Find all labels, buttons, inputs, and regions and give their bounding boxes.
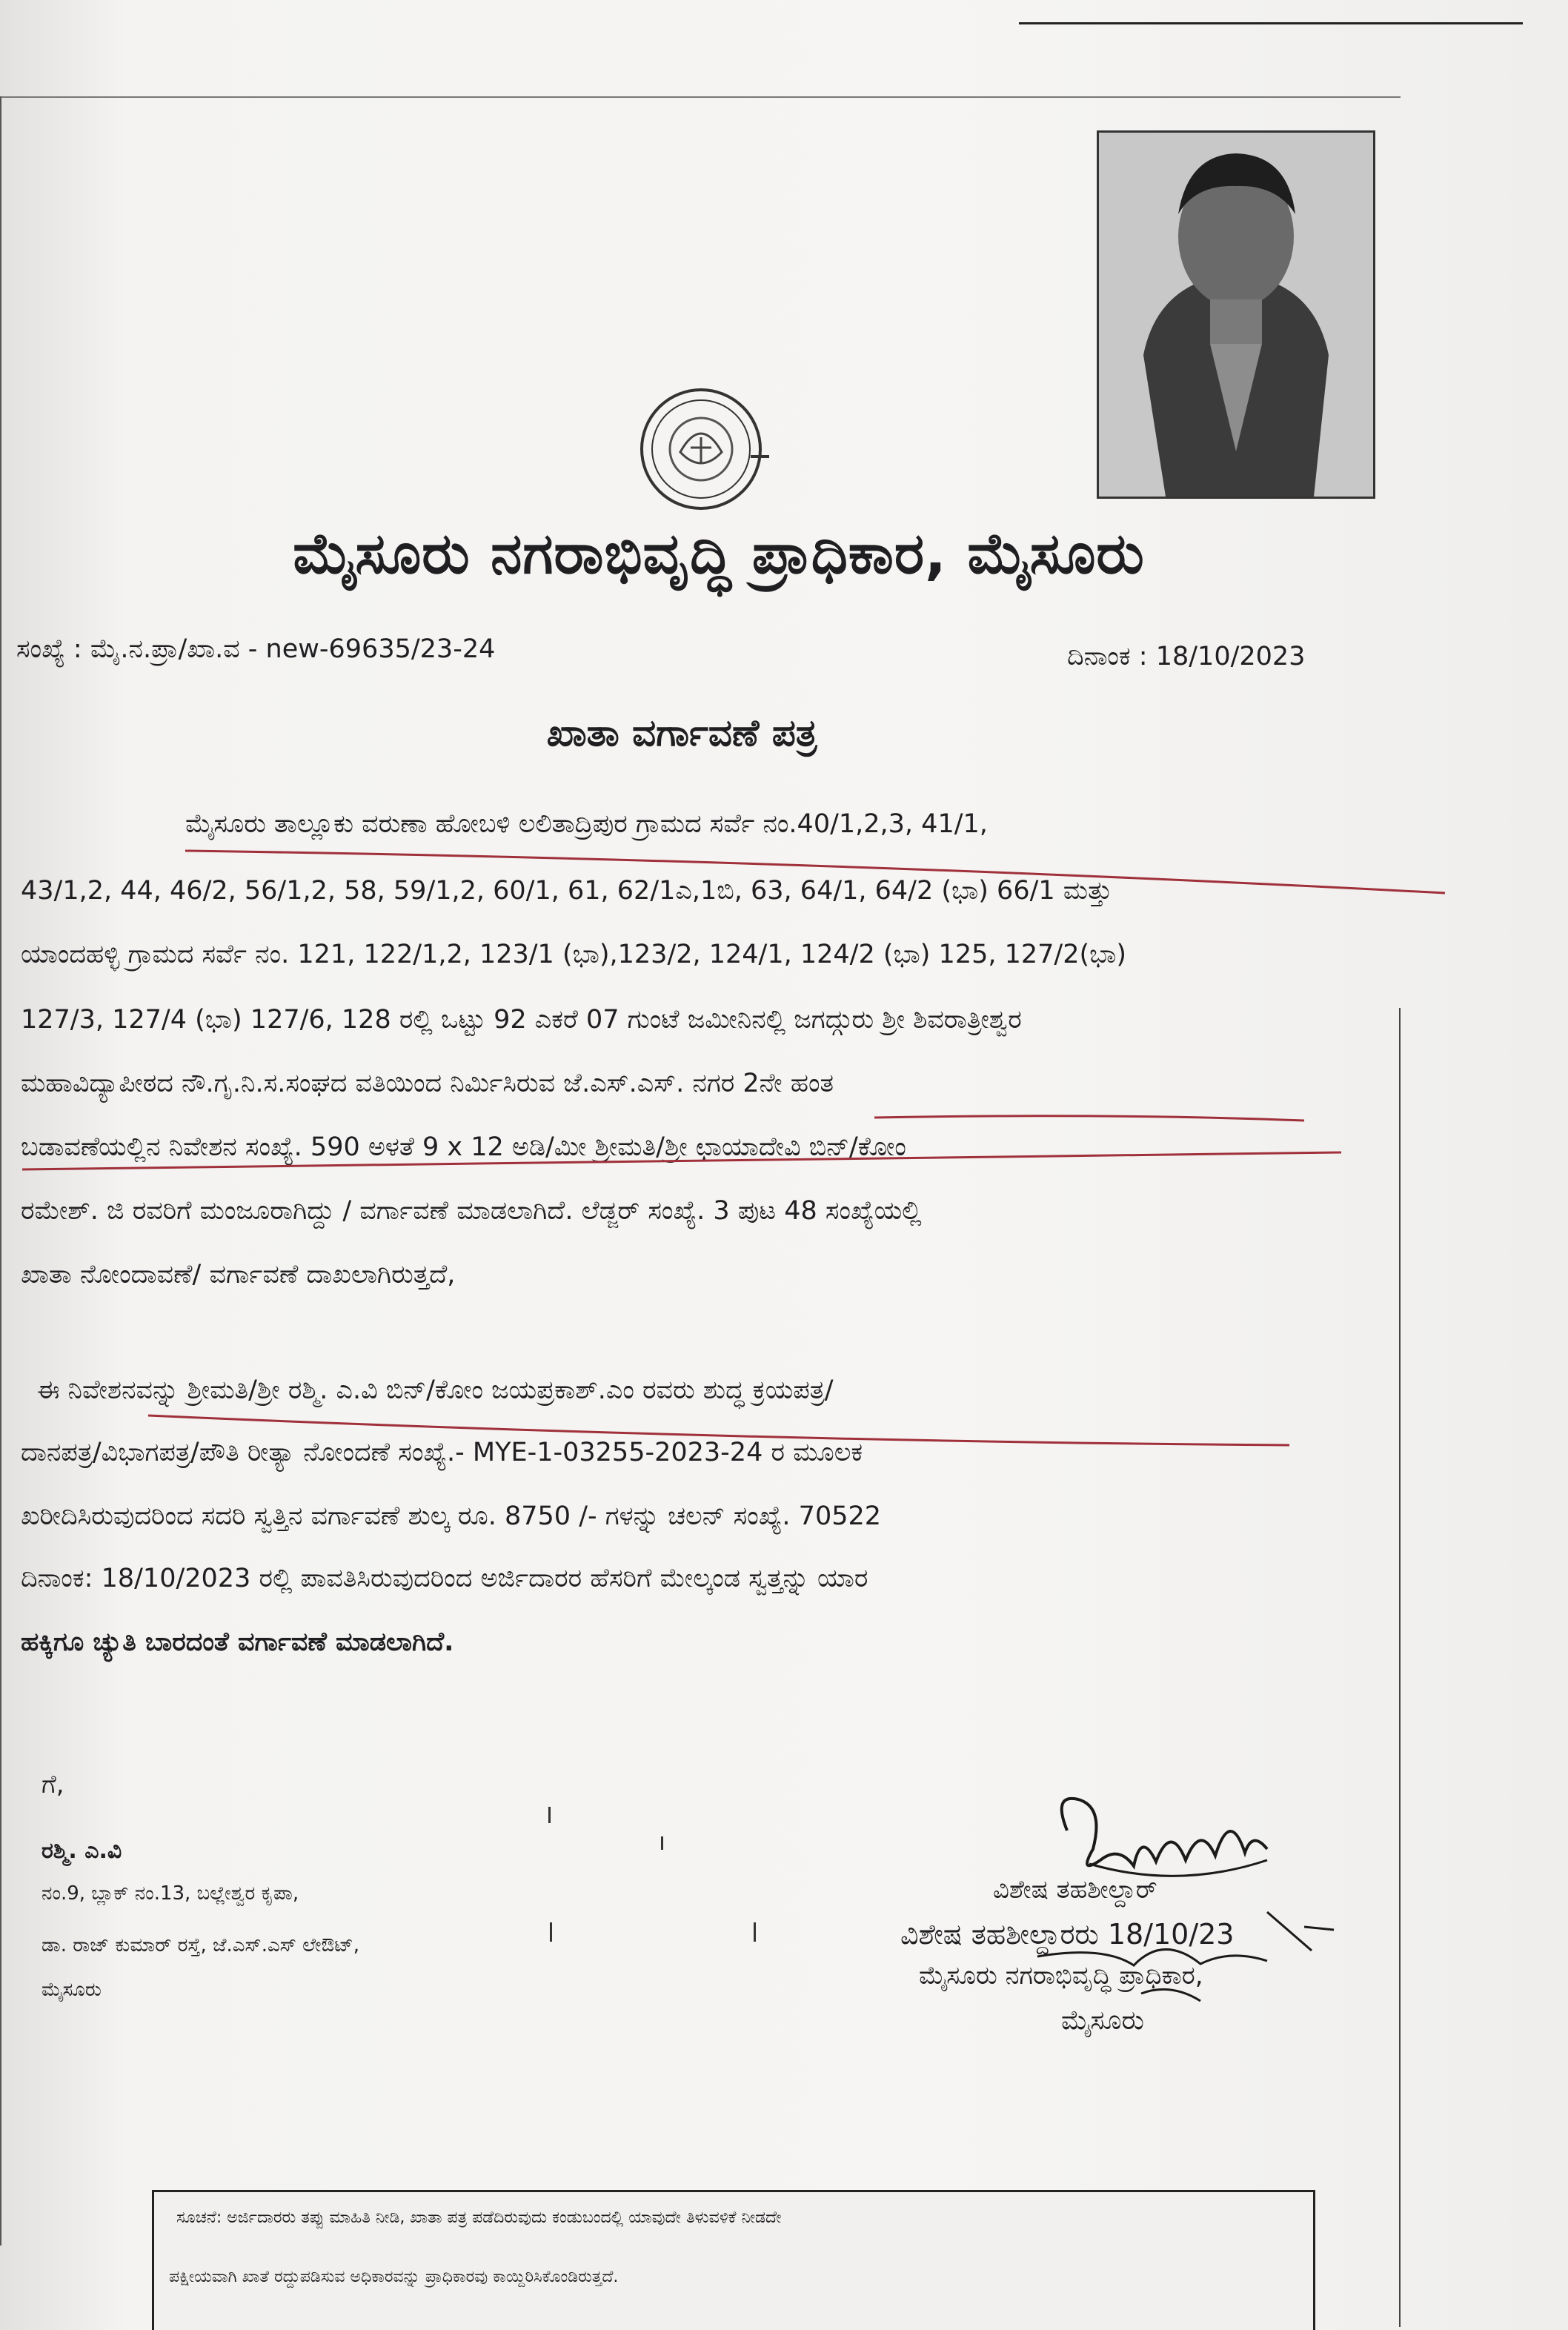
reference-number: ಸಂಖ್ಯೆ : ಮೈ.ನ.ಪ್ರಾ/ಖಾ.ವ - new-69635/23-24 [16, 634, 496, 664]
paragraph2-line: ದಿನಾಂಕ: 18/10/2023 ರಲ್ಲಿ ಪಾವತಿಸಿರುವುದರಿಂದ ಅರ್ಜಿದಾರರ ಹೆಸರಿಗೆ ಮೇಲ್ಕಂಡ ಸ್ವತ್ತನ್ನು ಯಾರ [21, 1564, 868, 1593]
paragraph1-line: ಯಾಂದಹಳ್ಳಿ ಗ್ರಾಮದ ಸರ್ವೆ ನಂ. 121, 122/1,2, 123/1 (ಭಾ),123/2, 124/1, 124/2 (ಭಾ) 125, 127/2(ಭಾ) [21, 940, 1127, 969]
footer-note-line: ಪಕ್ಷೀಯವಾಗಿ ಖಾತೆ ರದ್ದುಪಡಿಸುವ ಅಧಿಕಾರವನ್ನು ಪ್ರಾಧಿಕಾರವು ಕಾಯ್ದಿರಿಸಿಕೊಂಡಿರುತ್ತದೆ. [169, 2268, 619, 2286]
paragraph1-line: ಬಡಾವಣೆಯಲ್ಲಿನ ನಿವೇಶನ ಸಂಖ್ಯೆ. 590 ಅಳತೆ 9 x 12 ಅಡಿ/ಮೀ ಶ್ರೀಮತಿ/ಶ್ರೀ ಛಾಯಾದೇವಿ ಬಿನ್/ಕೋಂ [21, 1132, 906, 1162]
document-title: ಖಾತಾ ವರ್ಗಾವಣೆ ಪತ್ರ [546, 711, 817, 754]
signatory-office: ಮೈಸೂರು ನಗರಾಭಿವೃದ್ಧಿ ಪ್ರಾಧಿಕಾರ, [919, 1961, 1203, 1991]
paragraph1-line: ಮೈಸೂರು ತಾಲ್ಲೂಕು ವರುಣಾ ಹೋಬಳಿ ಲಲಿತಾದ್ರಿಪುರ ಗ್ರಾಮದ ಸರ್ವೆ ನಂ.40/1,2,3, 41/1, [185, 809, 988, 839]
signatory-designation: ವಿಶೇಷ ತಹಶೀಲ್ದಾರ್ [993, 1875, 1157, 1905]
footer-note-box [152, 2190, 1315, 2330]
paragraph1-line: ರಮೇಶ್. ಜಿ ರವರಿಗೆ ಮಂಜೂರಾಗಿದ್ದು / ವರ್ಗಾವಣೆ ಮಾಡಲಾಗಿದೆ. ಲೆಡ್ಜರ್ ಸಂಖ್ಯೆ. 3 ಪುಟ 48 ಸಂಖ್ಯೆಯಲ್ಲಿ [21, 1196, 922, 1226]
issue-date: ದಿನಾಂಕ : 18/10/2023 [1067, 642, 1306, 671]
paragraph2-line: ಖರೀದಿಸಿರುವುದರಿಂದ ಸದರಿ ಸ್ವತ್ತಿನ ವರ್ಗಾವಣೆ ಶುಲ್ಕ ರೂ. 8750 /- ಗಳನ್ನು ಚಲನ್ ಸಂಖ್ಯೆ. 70522 [21, 1501, 882, 1531]
paragraph1-line: ಖಾತಾ ನೋಂದಾವಣೆ/ ವರ್ಗಾವಣೆ ದಾಖಲಾಗಿರುತ್ತದೆ, [21, 1260, 456, 1290]
stray-mark [550, 1922, 552, 1942]
footer-note-line: ಸೂಚನೆ: ಅರ್ಜಿದಾರರು ತಪ್ಪು ಮಾಹಿತಿ ನೀಡಿ, ಖಾತಾ ಪತ್ರ ಪಡೆದಿರುವುದು ಕಂಡುಬಂದಲ್ಲಿ ಯಾವುದೇ ತಿಳುವಳಿಕೆ ನೀಡದೇ [176, 2208, 782, 2227]
paragraph1-line: 43/1,2, 44, 46/2, 56/1,2, 58, 59/1,2, 60/1, 61, 62/1ಎ,1ಬಿ, 63, 64/1, 64/2 (ಭಾ) 66/1 ಮತ್ತು [21, 876, 1112, 906]
recipient-address-line: ಮೈಸೂರು [41, 1979, 102, 2001]
paragraph2-line: ಈ ನಿವೇಶನವನ್ನು ಶ್ರೀಮತಿ/ಶ್ರೀ ರಶ್ಮಿ. ಎ.ವಿ ಬಿನ್/ಕೋಂ ಜಯಪ್ರಕಾಶ್.ಎಂ ರವರು ಶುದ್ಧ ಕ್ರಯಪತ್ರ/ [37, 1375, 834, 1405]
recipient-name: ರಶ್ಮಿ. ಎ.ವಿ [41, 1838, 122, 1864]
handwritten-signature [919, 1779, 1393, 2045]
recipient-address-line: ಡಾ. ರಾಜ್ ಕುಮಾರ್ ರಸ್ತೆ, ಜೆ.ಎಸ್.ಎಸ್ ಲೇಔಟ್, [41, 1934, 359, 1956]
authority-title: ಮೈಸೂರು ನಗರಾಭಿವೃದ್ಧಿ ಪ್ರಾಧಿಕಾರ, ಮೈಸೂರು [293, 520, 1145, 586]
stray-mark [661, 1836, 663, 1850]
recipient-address-line: ನಂ.9, ಬ್ಲಾಕ್ ನಂ.13, ಬಲ್ಲೇಶ್ವರ ಕೃಪಾ, [41, 1882, 299, 1905]
paragraph2-line: ದಾನಪತ್ರ/ವಿಭಾಗಪತ್ರ/ಪೌತಿ ರೀತ್ಯಾ ನೋಂದಣೆ ಸಂಖ್ಯೆ.- MYE-1-03255-2023-24 ರ ಮೂಲಕ [21, 1438, 863, 1467]
recipient-prefix: ಗೆ, [41, 1770, 64, 1799]
paragraph1-line: ಮಹಾವಿದ್ಯಾಪೀಠದ ನೌ.ಗೃ.ನಿ.ಸ.ಸಂಘದ ವತಿಯಿಂದ ನಿರ್ಮಿಸಿರುವ ಜೆ.ಎಸ್.ಎಸ್. ನಗರ 2ನೇ ಹಂತ [21, 1069, 834, 1098]
signatory-stamp: ವಿಶೇಷ ತಹಶೀಲ್ದಾರರು 18/10/23 [900, 1918, 1235, 1951]
paragraph2-line: ಹಕ್ಕಿಗೂ ಚ್ಯುತಿ ಬಾರದಂತೆ ವರ್ಗಾವಣೆ ಮಾಡಲಾಗಿದೆ. [21, 1627, 454, 1657]
paragraph1-line: 127/3, 127/4 (ಭಾ) 127/6, 128 ರಲ್ಲಿ ಒಟ್ಟು 92 ಎಕರೆ 07 ಗುಂಟೆ ಜಮೀನಿನಲ್ಲಿ ಜಗದ್ಗುರು ಶ್ರೀ ಶಿವರಾತ್ರೀಶ್ವರ [21, 1005, 1022, 1035]
signatory-city: ಮೈಸೂರು [1061, 2005, 1144, 2036]
stray-mark [754, 1922, 756, 1942]
stray-mark [548, 1807, 551, 1823]
